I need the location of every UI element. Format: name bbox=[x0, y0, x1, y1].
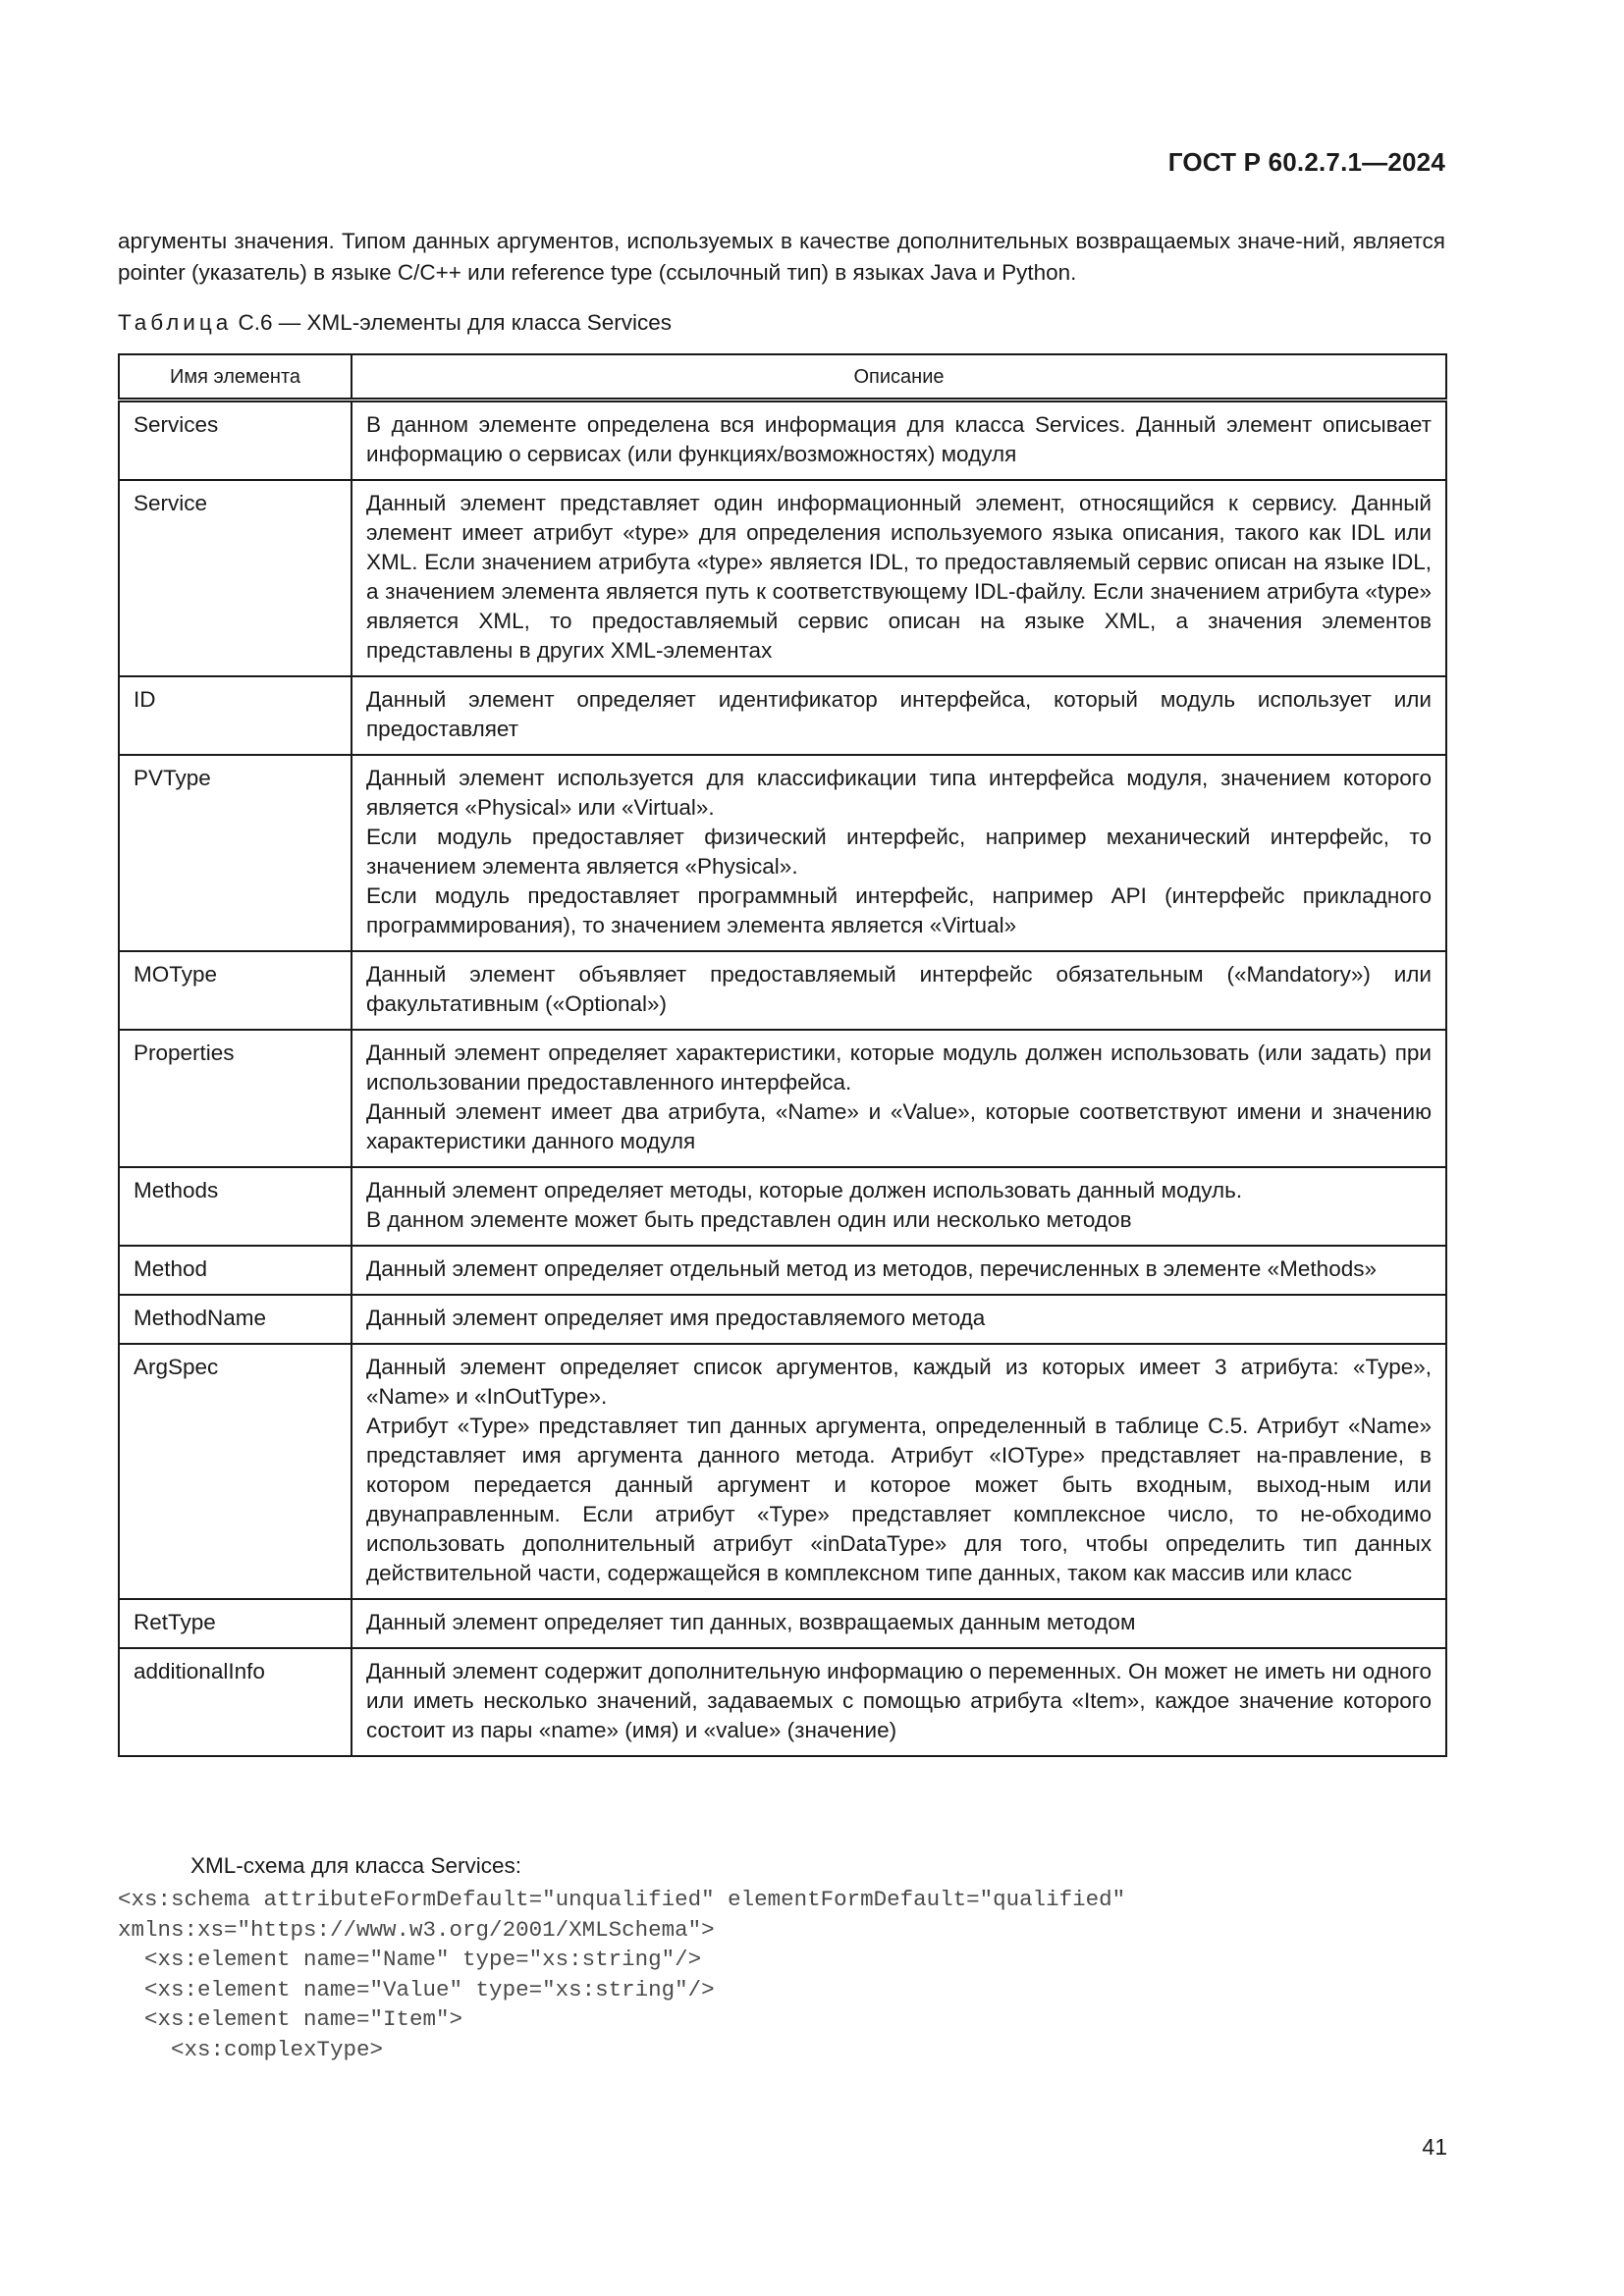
description-paragraph: Данный элемент определяет отдельный метод из методов, перечисленных в элементе «Methods» bbox=[366, 1256, 1377, 1281]
description-cell bbox=[352, 480, 1446, 676]
table-row bbox=[119, 951, 1446, 1030]
element-name-cell: additionalInfo bbox=[119, 1648, 352, 1756]
table-row bbox=[119, 1648, 1446, 1756]
description-paragraph: Если модуль предоставляет программный интерфейс, например API (интерфейс прикладного программирования), то значением элемента является «Virtual» bbox=[366, 883, 1432, 937]
description-paragraph: Если модуль предоставляет физический интерфейс, например механический интерфейс, то значением элемента является «Physical». bbox=[366, 825, 1432, 879]
element-name-cell: RetType bbox=[119, 1599, 352, 1648]
element-name-cell: Method bbox=[119, 1246, 352, 1295]
description-paragraph: Данный элемент определяет имя предоставляемого метода bbox=[366, 1306, 986, 1330]
table-row bbox=[119, 1295, 1446, 1344]
table-row bbox=[119, 1246, 1446, 1295]
element-name-cell: MOType bbox=[119, 951, 352, 1030]
description-cell bbox=[352, 1599, 1446, 1648]
table-row bbox=[119, 676, 1446, 755]
xml-schema-code bbox=[118, 1885, 1125, 2064]
element-name-cell: PVType bbox=[119, 755, 352, 951]
description-cell bbox=[352, 1246, 1446, 1295]
description-cell bbox=[352, 676, 1446, 755]
description-cell bbox=[352, 400, 1446, 481]
table-caption-title: С.6 — XML-элементы для класса Services bbox=[232, 310, 672, 335]
code-line: <xs:element name="Name" type="xs:string"/> bbox=[118, 1947, 702, 1972]
description-paragraph: Данный элемент представляет один информационный элемент, относящийся к сервису. Данный элемент имеет атрибут «type» для определения используемого языка описания, такого как IDL или XML. Если значением атрибута «type» является IDL, то предоставляемый сервис описан на языке IDL, а значением элемента является путь к соответствующему IDL-файлу. Если значением атрибута «type» является XML, то предоставляемый сервис описан на языке XML, а значения элементов представлены в других XML-элементах bbox=[366, 491, 1432, 663]
description-paragraph: В данном элементе может быть представлен один или несколько методов bbox=[366, 1207, 1132, 1232]
table-row bbox=[119, 755, 1446, 951]
element-name-cell: Methods bbox=[119, 1167, 352, 1246]
code-line: <xs:complexType> bbox=[118, 2036, 384, 2062]
element-name-cell: MethodName bbox=[119, 1295, 352, 1344]
code-line: <xs:schema attributeFormDefault="unqualified" elementFormDefault="qualified" bbox=[118, 1887, 1126, 1912]
description-paragraph: Данный элемент используется для классификации типа интерфейса модуля, значением которого является «Physical» или «Virtual». bbox=[366, 766, 1432, 820]
header-element-name: Имя элемента bbox=[119, 354, 352, 400]
table-row bbox=[119, 400, 1446, 481]
description-cell bbox=[352, 1648, 1446, 1756]
schema-title: XML-схема для класса Services: bbox=[190, 1853, 521, 1878]
element-name-cell: ID bbox=[119, 676, 352, 755]
element-name-cell: ArgSpec bbox=[119, 1344, 352, 1599]
description-paragraph: Данный элемент определяет список аргументов, каждый из которых имеет 3 атрибута: «Type», «Name» и «InOutType». bbox=[366, 1355, 1432, 1409]
table-row bbox=[119, 480, 1446, 676]
description-paragraph: В данном элементе определена вся информация для класса Services. Данный элемент описывает информацию о сервисах (или функциях/возможностях) модуля bbox=[366, 412, 1432, 466]
description-cell bbox=[352, 1295, 1446, 1344]
xml-elements-table bbox=[118, 353, 1447, 1757]
description-paragraph: Данный элемент объявляет предоставляемый интерфейс обязательным («Mandatory») или факультативным («Optional») bbox=[366, 962, 1432, 1016]
table-caption-prefix: Таблица bbox=[118, 310, 233, 335]
description-cell bbox=[352, 1030, 1446, 1167]
code-line: <xs:element name="Item"> bbox=[118, 2006, 463, 2032]
table-caption bbox=[118, 310, 672, 336]
page-number: 41 bbox=[1422, 2134, 1447, 2160]
table-body bbox=[119, 400, 1446, 1757]
description-paragraph: Данный элемент имеет два атрибута, «Name» и «Value», которые соответствуют имени и значению характеристики данного модуля bbox=[366, 1099, 1432, 1153]
table-row bbox=[119, 1599, 1446, 1648]
element-name-cell: Service bbox=[119, 480, 352, 676]
description-paragraph: Данный элемент содержит дополнительную информацию о переменных. Он может не иметь ни одного или иметь несколько значений, задаваемых с помощью атрибута «Item», каждое значение которого состоит из пары «name» (имя) и «value» (значение) bbox=[366, 1659, 1432, 1742]
table-row bbox=[119, 1030, 1446, 1167]
description-cell bbox=[352, 1167, 1446, 1246]
description-paragraph: Данный элемент определяет тип данных, возвращаемых данным методом bbox=[366, 1610, 1136, 1634]
element-name-cell: Services bbox=[119, 400, 352, 481]
header-description: Описание bbox=[352, 354, 1446, 400]
description-paragraph: Данный элемент определяет идентификатор интерфейса, который модуль использует или предоставляет bbox=[366, 687, 1432, 741]
intro-paragraph: аргументы значения. Типом данных аргументов, используемых в качестве дополнительных возвращаемых значе-ний, является pointer (указатель) в языке C/C++ или reference type (ссылочный тип) в языках Java и Python. bbox=[118, 229, 1445, 285]
description-paragraph: Атрибут «Type» представляет тип данных аргумента, определенный в таблице С.5. Атрибут «Name» представляет имя аргумента данного метода. Атрибут «IOType» представляет на-правление, в котором передается данный аргумент и которое может быть входным, выход-ным или двунаправленным. Если атрибут «Type» представляет комплексное число, то не-обходимо использовать дополнительный атрибут «inDataType» для того, чтобы определить тип данных действительной части, содержащейся в комплексном типе данных, таком как массив или класс bbox=[366, 1414, 1432, 1585]
code-line: <xs:element name="Value" type="xs:string"/> bbox=[118, 1976, 715, 2002]
table-header-row bbox=[119, 354, 1446, 400]
document-header-code: ГОСТ Р 60.2.7.1—2024 bbox=[1167, 147, 1445, 177]
table-row bbox=[119, 1167, 1446, 1246]
description-cell bbox=[352, 951, 1446, 1030]
code-line: xmlns:xs="https://www.w3.org/2001/XMLSchema"> bbox=[118, 1916, 715, 1943]
description-paragraph: Данный элемент определяет методы, которые должен использовать данный модуль. bbox=[366, 1178, 1243, 1202]
element-name-cell: Properties bbox=[119, 1030, 352, 1167]
description-cell bbox=[352, 1344, 1446, 1599]
description-paragraph: Данный элемент определяет характеристики, которые модуль должен использовать (или задать) при использовании предоставленного интерфейса. bbox=[366, 1041, 1432, 1095]
description-cell bbox=[352, 755, 1446, 951]
table-row bbox=[119, 1344, 1446, 1599]
